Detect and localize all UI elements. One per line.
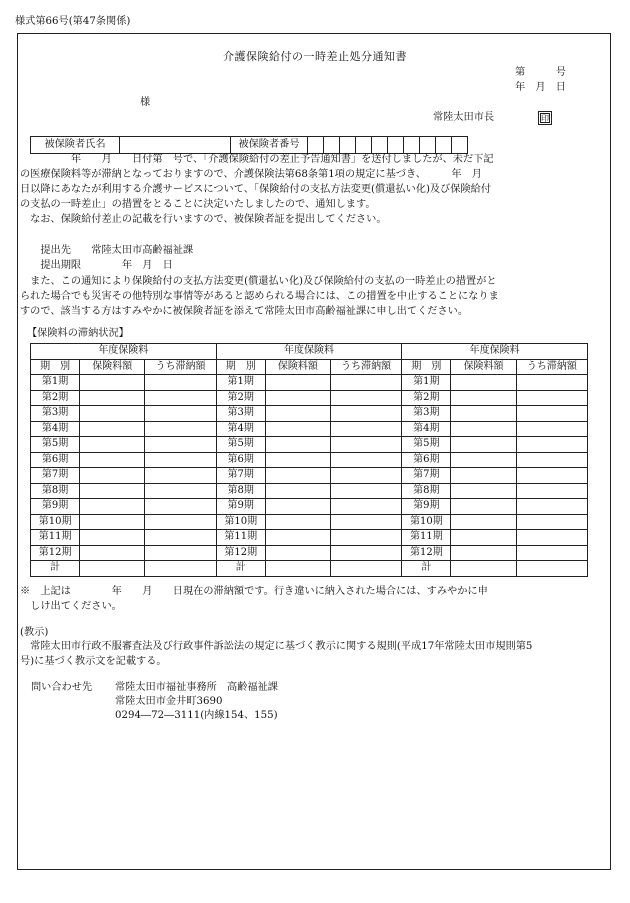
page-title: 介護保険給付の一時差止処分通知書 (223, 50, 407, 63)
premium-amount-cell (265, 545, 330, 561)
period-label: 第10期 (31, 514, 80, 530)
premium-amount-cell (265, 437, 330, 453)
recipient-suffix: 様 (140, 97, 151, 108)
instruction-line: 号)に基づく教示文を記載する。 (20, 656, 167, 667)
col-amount-header: 保険料額 (80, 359, 145, 375)
premium-amount-cell (80, 437, 145, 453)
premium-amount-cell (80, 421, 145, 437)
overdue-amount-cell (145, 499, 216, 515)
overdue-amount-cell (145, 530, 216, 546)
overdue-amount-cell (331, 483, 402, 499)
period-label: 第6期 (402, 452, 451, 468)
premium-amount-cell (80, 499, 145, 515)
total-label: 計 (31, 561, 80, 577)
period-label: 第9期 (402, 499, 451, 515)
premium-amount-cell (451, 514, 516, 530)
period-label: 第11期 (402, 530, 451, 546)
premium-amount-cell (451, 483, 516, 499)
premium-amount-cell (265, 561, 330, 577)
period-label: 第2期 (216, 390, 265, 406)
overdue-amount-cell (331, 390, 402, 406)
notice-line: また、この通知により保険給付の支払方法変更(償還払い化)及び保険給付の支払の一時差止の措置がと (20, 276, 497, 287)
contact-address: 常陸太田市金井町3690 (115, 696, 223, 707)
premium-amount-cell (451, 545, 516, 561)
period-label: 第8期 (31, 483, 80, 499)
premium-amount-cell (265, 483, 330, 499)
insured-number-digit (356, 137, 372, 154)
overdue-amount-cell (516, 421, 587, 437)
premium-amount-cell (451, 406, 516, 422)
insured-number-digit (452, 137, 468, 154)
premium-amount-cell (80, 561, 145, 577)
col-amount-header: 保険料額 (451, 359, 516, 375)
premium-amount-cell (265, 468, 330, 484)
overdue-amount-cell (516, 499, 587, 515)
premium-table-body (31, 375, 588, 577)
instruction-line: 常陸太田市行政不服審査法及び行政事件訴訟法の規定に基づく教示に関する規則(平成17年常陸太田市規則第5 (20, 641, 533, 652)
period-label: 第8期 (216, 483, 265, 499)
overdue-amount-cell (331, 514, 402, 530)
premium-amount-cell (451, 375, 516, 391)
period-row (31, 499, 588, 515)
seal-icon: 印 (541, 114, 549, 123)
period-label: 第3期 (402, 406, 451, 422)
premium-amount-cell (451, 561, 516, 577)
body-line: なお、保険給付差止の記載を行いますので、被保険者証を提出してください。 (20, 214, 387, 225)
period-row (31, 437, 588, 453)
footnote (20, 586, 614, 616)
premium-amount-cell (80, 483, 145, 499)
overdue-amount-cell (145, 406, 216, 422)
notice-line: すので、該当する方はすみやかに被保険者証を添えて常陸太田市高齢福祉課に申し出てください。 (20, 306, 469, 317)
period-label: 第6期 (31, 452, 80, 468)
instruction-title: (教示) (20, 627, 49, 638)
premium-amount-cell (265, 530, 330, 546)
period-row (31, 530, 588, 546)
period-label: 第10期 (216, 514, 265, 530)
period-label: 第5期 (216, 437, 265, 453)
contact-office: 常陸太田市福祉事務所 高齢福祉課 (115, 682, 278, 693)
period-row (31, 452, 588, 468)
period-label: 第12期 (216, 545, 265, 561)
fiscal-year-header: 年度保険料 (31, 344, 217, 360)
overdue-amount-cell (145, 514, 216, 530)
overdue-amount-cell (516, 530, 587, 546)
overdue-amount-cell (331, 545, 402, 561)
premium-amount-cell (451, 452, 516, 468)
period-label: 第4期 (402, 421, 451, 437)
overdue-amount-cell (331, 499, 402, 515)
premium-amount-cell (80, 452, 145, 468)
premium-amount-cell (451, 421, 516, 437)
overdue-amount-cell (516, 406, 587, 422)
overdue-amount-cell (331, 437, 402, 453)
period-label: 第2期 (31, 390, 80, 406)
period-label: 第9期 (216, 499, 265, 515)
premium-amount-cell (80, 545, 145, 561)
doc-date: 年 月 日 (515, 82, 566, 93)
fiscal-year-header: 年度保険料 (402, 344, 588, 360)
premium-amount-cell (451, 499, 516, 515)
period-label: 第12期 (402, 545, 451, 561)
period-label: 第3期 (216, 406, 265, 422)
premium-amount-cell (80, 390, 145, 406)
period-row (31, 421, 588, 437)
premium-amount-cell (80, 514, 145, 530)
premium-amount-cell (80, 406, 145, 422)
insured-name-label: 被保険者氏名 (31, 137, 120, 154)
overdue-amount-cell (331, 406, 402, 422)
period-label: 第3期 (31, 406, 80, 422)
period-label: 第11期 (216, 530, 265, 546)
submission-destination: 提出先 常陸太田市高齢福祉課 (20, 245, 194, 256)
period-row (31, 468, 588, 484)
submission-deadline: 提出期限 年 月 日 (20, 260, 173, 271)
total-label: 計 (402, 561, 451, 577)
period-label: 第5期 (31, 437, 80, 453)
period-label: 第5期 (402, 437, 451, 453)
body-line: の支払の一時差止」の措置をとることに決定いたしましたので、通知します。 (20, 199, 376, 210)
col-period-header: 期 別 (216, 359, 265, 375)
premium-amount-cell (80, 375, 145, 391)
overdue-amount-cell (516, 514, 587, 530)
insured-id-table (30, 136, 468, 154)
doc-number: 第 号 (515, 67, 566, 78)
period-row (31, 375, 588, 391)
insured-number-digit (324, 137, 340, 154)
overdue-amount-cell (331, 452, 402, 468)
period-row (31, 406, 588, 422)
form-number: 様式第66号(第47条関係) (15, 16, 131, 27)
overdue-amount-cell (331, 375, 402, 391)
premium-section-title: 【保険料の滞納状況】 (27, 328, 129, 339)
insured-number-digit (388, 137, 404, 154)
period-label: 第10期 (402, 514, 451, 530)
col-amount-header: 保険料額 (265, 359, 330, 375)
instruction-paragraph (20, 641, 614, 671)
period-label: 第4期 (31, 421, 80, 437)
period-label: 第6期 (216, 452, 265, 468)
overdue-amount-cell (145, 421, 216, 437)
overdue-amount-cell (516, 561, 587, 577)
contact-label: 問い合わせ先 (31, 682, 93, 693)
overdue-amount-cell (516, 483, 587, 499)
premium-amount-cell (80, 468, 145, 484)
insured-number-digit (308, 137, 324, 154)
col-overdue-header: うち滞納額 (516, 359, 587, 375)
overdue-amount-cell (145, 375, 216, 391)
issuer: 常陸太田市長 (433, 112, 495, 123)
period-row (31, 390, 588, 406)
overdue-amount-cell (331, 561, 402, 577)
overdue-amount-cell (145, 437, 216, 453)
premium-amount-cell (451, 530, 516, 546)
overdue-amount-cell (145, 561, 216, 577)
period-label: 第11期 (31, 530, 80, 546)
col-period-header: 期 別 (402, 359, 451, 375)
period-label: 第1期 (216, 375, 265, 391)
overdue-amount-cell (331, 421, 402, 437)
premium-amount-cell (265, 421, 330, 437)
notice-line: られた場合でも災害その他特別な事情等があると認められる場合には、この措置を中止することになりま (20, 291, 499, 302)
period-row (31, 483, 588, 499)
period-label: 第7期 (216, 468, 265, 484)
overdue-amount-cell (145, 545, 216, 561)
col-overdue-header: うち滞納額 (145, 359, 216, 375)
period-row (31, 514, 588, 530)
period-label: 第12期 (31, 545, 80, 561)
overdue-amount-cell (516, 452, 587, 468)
seal-box (538, 111, 552, 125)
col-overdue-header: うち滞納額 (331, 359, 402, 375)
footnote-line: しけ出てください。 (20, 601, 122, 612)
footnote-line: ※ 上記は 年 月 日現在の滞納額です。行き違いに納入された場合には、すみやかに申 (20, 586, 488, 597)
period-label: 第1期 (31, 375, 80, 391)
premium-amount-cell (451, 437, 516, 453)
premium-table (30, 343, 588, 577)
body-paragraph (20, 154, 614, 229)
premium-amount-cell (265, 499, 330, 515)
premium-amount-cell (265, 452, 330, 468)
fiscal-year-header: 年度保険料 (216, 344, 402, 360)
period-label: 第8期 (402, 483, 451, 499)
notice-paragraph (20, 276, 614, 321)
insured-number-digit (420, 137, 436, 154)
premium-amount-cell (265, 406, 330, 422)
overdue-amount-cell (516, 437, 587, 453)
period-label: 第1期 (402, 375, 451, 391)
insured-number-digit (404, 137, 420, 154)
body-line: 日以降にあなたが利用する介護サービスについて、「保険給付の支払方法変更(償還払い化)及び保険給付 (20, 184, 492, 195)
premium-amount-cell (265, 514, 330, 530)
insured-number-digit (340, 137, 356, 154)
period-label: 第4期 (216, 421, 265, 437)
period-label: 第2期 (402, 390, 451, 406)
premium-amount-cell (265, 390, 330, 406)
total-row (31, 561, 588, 577)
overdue-amount-cell (516, 375, 587, 391)
total-label: 計 (216, 561, 265, 577)
col-period-header: 期 別 (31, 359, 80, 375)
premium-amount-cell (451, 390, 516, 406)
overdue-amount-cell (145, 390, 216, 406)
period-label: 第9期 (31, 499, 80, 515)
contact-phone: 0294―72―3111(内線154、155) (115, 710, 278, 721)
overdue-amount-cell (516, 390, 587, 406)
insured-number-digit (436, 137, 452, 154)
overdue-amount-cell (516, 468, 587, 484)
period-row (31, 545, 588, 561)
overdue-amount-cell (331, 530, 402, 546)
period-label: 第7期 (31, 468, 80, 484)
overdue-amount-cell (145, 452, 216, 468)
overdue-amount-cell (145, 468, 216, 484)
overdue-amount-cell (145, 483, 216, 499)
insured-name-field (120, 137, 231, 154)
premium-amount-cell (265, 375, 330, 391)
body-line: の医療保険料等が滞納となっておりますので、介護保険法第68条第1項の規定に基づき、 年 月 (20, 169, 482, 180)
body-line: 年 月 日付第 号で、「介護保険給付の差止予告通知書」を送付しましたが、未だ下記 (20, 154, 494, 165)
overdue-amount-cell (516, 545, 587, 561)
premium-amount-cell (451, 468, 516, 484)
insured-number-digit (372, 137, 388, 154)
insured-number-label: 被保険者番号 (231, 137, 308, 154)
premium-amount-cell (80, 530, 145, 546)
overdue-amount-cell (331, 468, 402, 484)
period-label: 第7期 (402, 468, 451, 484)
